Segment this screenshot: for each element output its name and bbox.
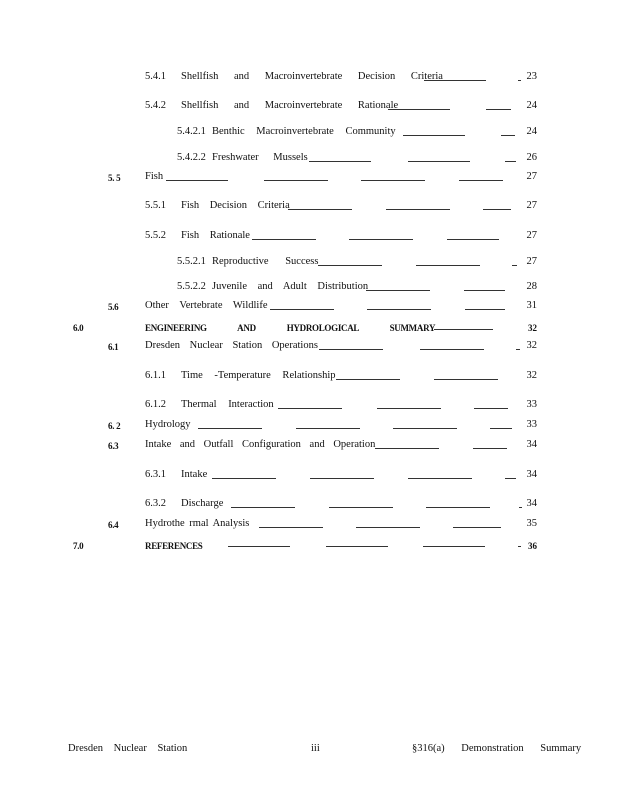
toc-page: 32 [526, 340, 537, 351]
toc-title: Other Vertebrate Wildlife [145, 300, 268, 311]
toc-page: 33 [526, 419, 537, 430]
toc-title: Fish Decision Criteria [181, 200, 290, 211]
leader-line [336, 379, 400, 380]
toc-number: 6.4 [108, 520, 119, 530]
toc-title: Fish Rationale [181, 230, 250, 241]
leader-line [416, 265, 480, 266]
toc-page: 24 [526, 126, 537, 137]
footer-left: Dresden Nuclear Station [68, 743, 188, 754]
toc-number: 6.3.2 [145, 498, 166, 509]
leader-line [434, 379, 498, 380]
leader-line [459, 180, 503, 181]
leader-line [278, 408, 342, 409]
toc-number: 5.5.2.1 [177, 256, 206, 267]
toc-title: Intake [181, 469, 208, 480]
leader-line [288, 209, 352, 210]
toc-number: 6. 2 [108, 421, 121, 431]
leader-line [326, 546, 388, 547]
toc-title: Freshwater Mussels [212, 152, 308, 163]
page-number: iii [311, 743, 320, 754]
toc-page: 34 [526, 469, 537, 480]
toc-page: 34 [526, 439, 537, 450]
leader-line [386, 209, 450, 210]
leader-line [465, 309, 505, 310]
leader-line [212, 478, 276, 479]
toc-number: 6.3.1 [145, 469, 166, 480]
toc-number: 5.5.2 [145, 230, 166, 241]
leader-line [319, 349, 383, 350]
leader-line [366, 290, 430, 291]
toc-title: Time -Temperature Relationship [181, 370, 336, 381]
toc-title: Hydrothe rmal Analysis [145, 518, 250, 529]
leader-line [426, 507, 490, 508]
toc-number: 5.4.2.1 [177, 126, 206, 137]
leader-line [464, 290, 505, 291]
toc-title: Hydrology [145, 419, 191, 430]
leader-line [318, 265, 382, 266]
toc-title: Dresden Nuclear Station Operations [145, 340, 318, 351]
toc-number: 6.1.1 [145, 370, 166, 381]
leader-line [377, 408, 441, 409]
toc-number: 6.3 [108, 441, 119, 451]
leader-line [434, 329, 493, 330]
leader-line [310, 478, 374, 479]
toc-title: Discharge [181, 498, 224, 509]
leader-line [423, 546, 485, 547]
leader-line [367, 309, 431, 310]
toc-page: 27 [526, 230, 537, 241]
leader-line [198, 428, 262, 429]
leader-line [264, 180, 328, 181]
toc-number: 6.1 [108, 342, 119, 352]
toc-page: 33 [526, 399, 537, 410]
toc-number: 5.5.1 [145, 200, 166, 211]
toc-page: 35 [526, 518, 537, 529]
toc-title: REFERENCES [145, 541, 203, 551]
footer-right: §316(a) Demonstration Summary [412, 743, 582, 754]
toc-page: 27 [526, 256, 537, 267]
leader-line [474, 408, 508, 409]
toc-title: Benthic Macroinvertebrate Community [212, 126, 396, 137]
leader-line [473, 448, 507, 449]
leader-line [408, 161, 470, 162]
toc-title: Shellfish and Macroinvertebrate Rationale [181, 100, 399, 111]
toc-number: 5.6 [108, 302, 119, 312]
toc-title: Fish [145, 171, 164, 182]
leader-line [447, 239, 499, 240]
leader-line [166, 180, 228, 181]
toc-number: 5.4.1 [145, 71, 166, 82]
toc-title: ENGINEERING AND HYDROLOGICAL SUMMARY [145, 323, 436, 333]
toc-page: 27 [526, 200, 537, 211]
toc-title: Juvenile and Adult Distribution [212, 281, 369, 292]
leader-line [388, 109, 450, 110]
leader-line [329, 507, 393, 508]
toc-page: 24 [526, 100, 537, 111]
toc-page: 32 [526, 370, 537, 381]
toc-number: 5. 5 [108, 173, 121, 183]
toc-number: 7.0 [73, 541, 84, 551]
toc-title: Reproductive Success [212, 256, 319, 267]
leader-line [424, 80, 486, 81]
leader-line [403, 135, 465, 136]
toc-page: 31 [526, 300, 537, 311]
toc-page: 23 [526, 71, 537, 82]
toc-page: 26 [526, 152, 537, 163]
leader-line [231, 507, 295, 508]
leader-line [252, 239, 316, 240]
leader-line [349, 239, 413, 240]
toc-title: Thermal Interaction [181, 399, 274, 410]
toc-number: 5.4.2 [145, 100, 166, 111]
leader-line [361, 180, 425, 181]
toc-page: 32 [528, 323, 537, 333]
leader-line [228, 546, 290, 547]
leader-line [375, 448, 439, 449]
leader-line [420, 349, 484, 350]
leader-line [259, 527, 323, 528]
leader-line [270, 309, 334, 310]
toc-number: 5.5.2.2 [177, 281, 206, 292]
toc-number: 6.0 [73, 323, 84, 333]
leader-line [296, 428, 360, 429]
leader-line [393, 428, 457, 429]
leader-line [408, 478, 472, 479]
toc-title: Shellfish and Macroinvertebrate Decision Criteria [181, 71, 443, 82]
leader-line [356, 527, 420, 528]
toc-page: 34 [526, 498, 537, 509]
toc-page: 28 [526, 281, 537, 292]
toc-number: 6.1.2 [145, 399, 166, 410]
leader-line [309, 161, 371, 162]
leader-line [453, 527, 501, 528]
toc-page: 27 [526, 171, 537, 182]
toc-title: Intake and Outfall Configuration and Operation [145, 439, 376, 450]
toc-number: 5.4.2.2 [177, 152, 206, 163]
toc-page: 36 [528, 541, 537, 551]
